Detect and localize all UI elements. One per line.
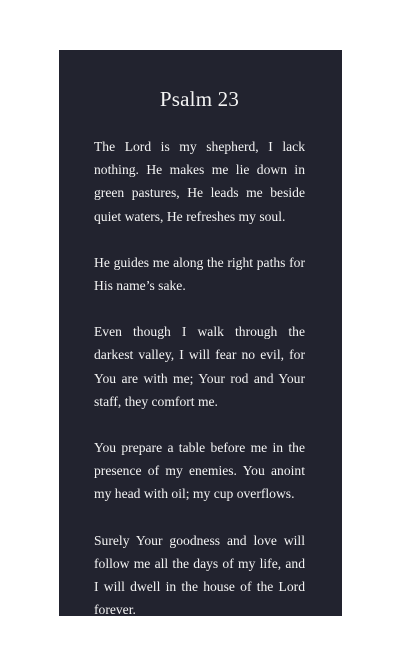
verse-paragraph: Even though I walk through the darkest valley, I will fear no evil, for You are with me; Your rod and Your staff, they comfort me. bbox=[94, 324, 305, 409]
psalm-title: Psalm 23 bbox=[159, 87, 240, 111]
verse-paragraph: You prepare a table before me in the presence of my enemies. You anoint my head with oil; my cup overflows. bbox=[94, 440, 305, 502]
verse-paragraph: He guides me along the right paths for His name’s sake. bbox=[94, 254, 305, 294]
psalm-card bbox=[59, 50, 342, 616]
verse-paragraph: Surely Your goodness and love will follow me all the days of my life, and I will dwell in the house of the Lord forever. bbox=[94, 532, 305, 618]
psalm-text bbox=[94, 135, 305, 621]
verse-paragraph: The Lord is my shepherd, I lack nothing. He makes me lie down in green pastures, He leads me beside quiet waters, He refreshes my soul. bbox=[94, 139, 305, 224]
